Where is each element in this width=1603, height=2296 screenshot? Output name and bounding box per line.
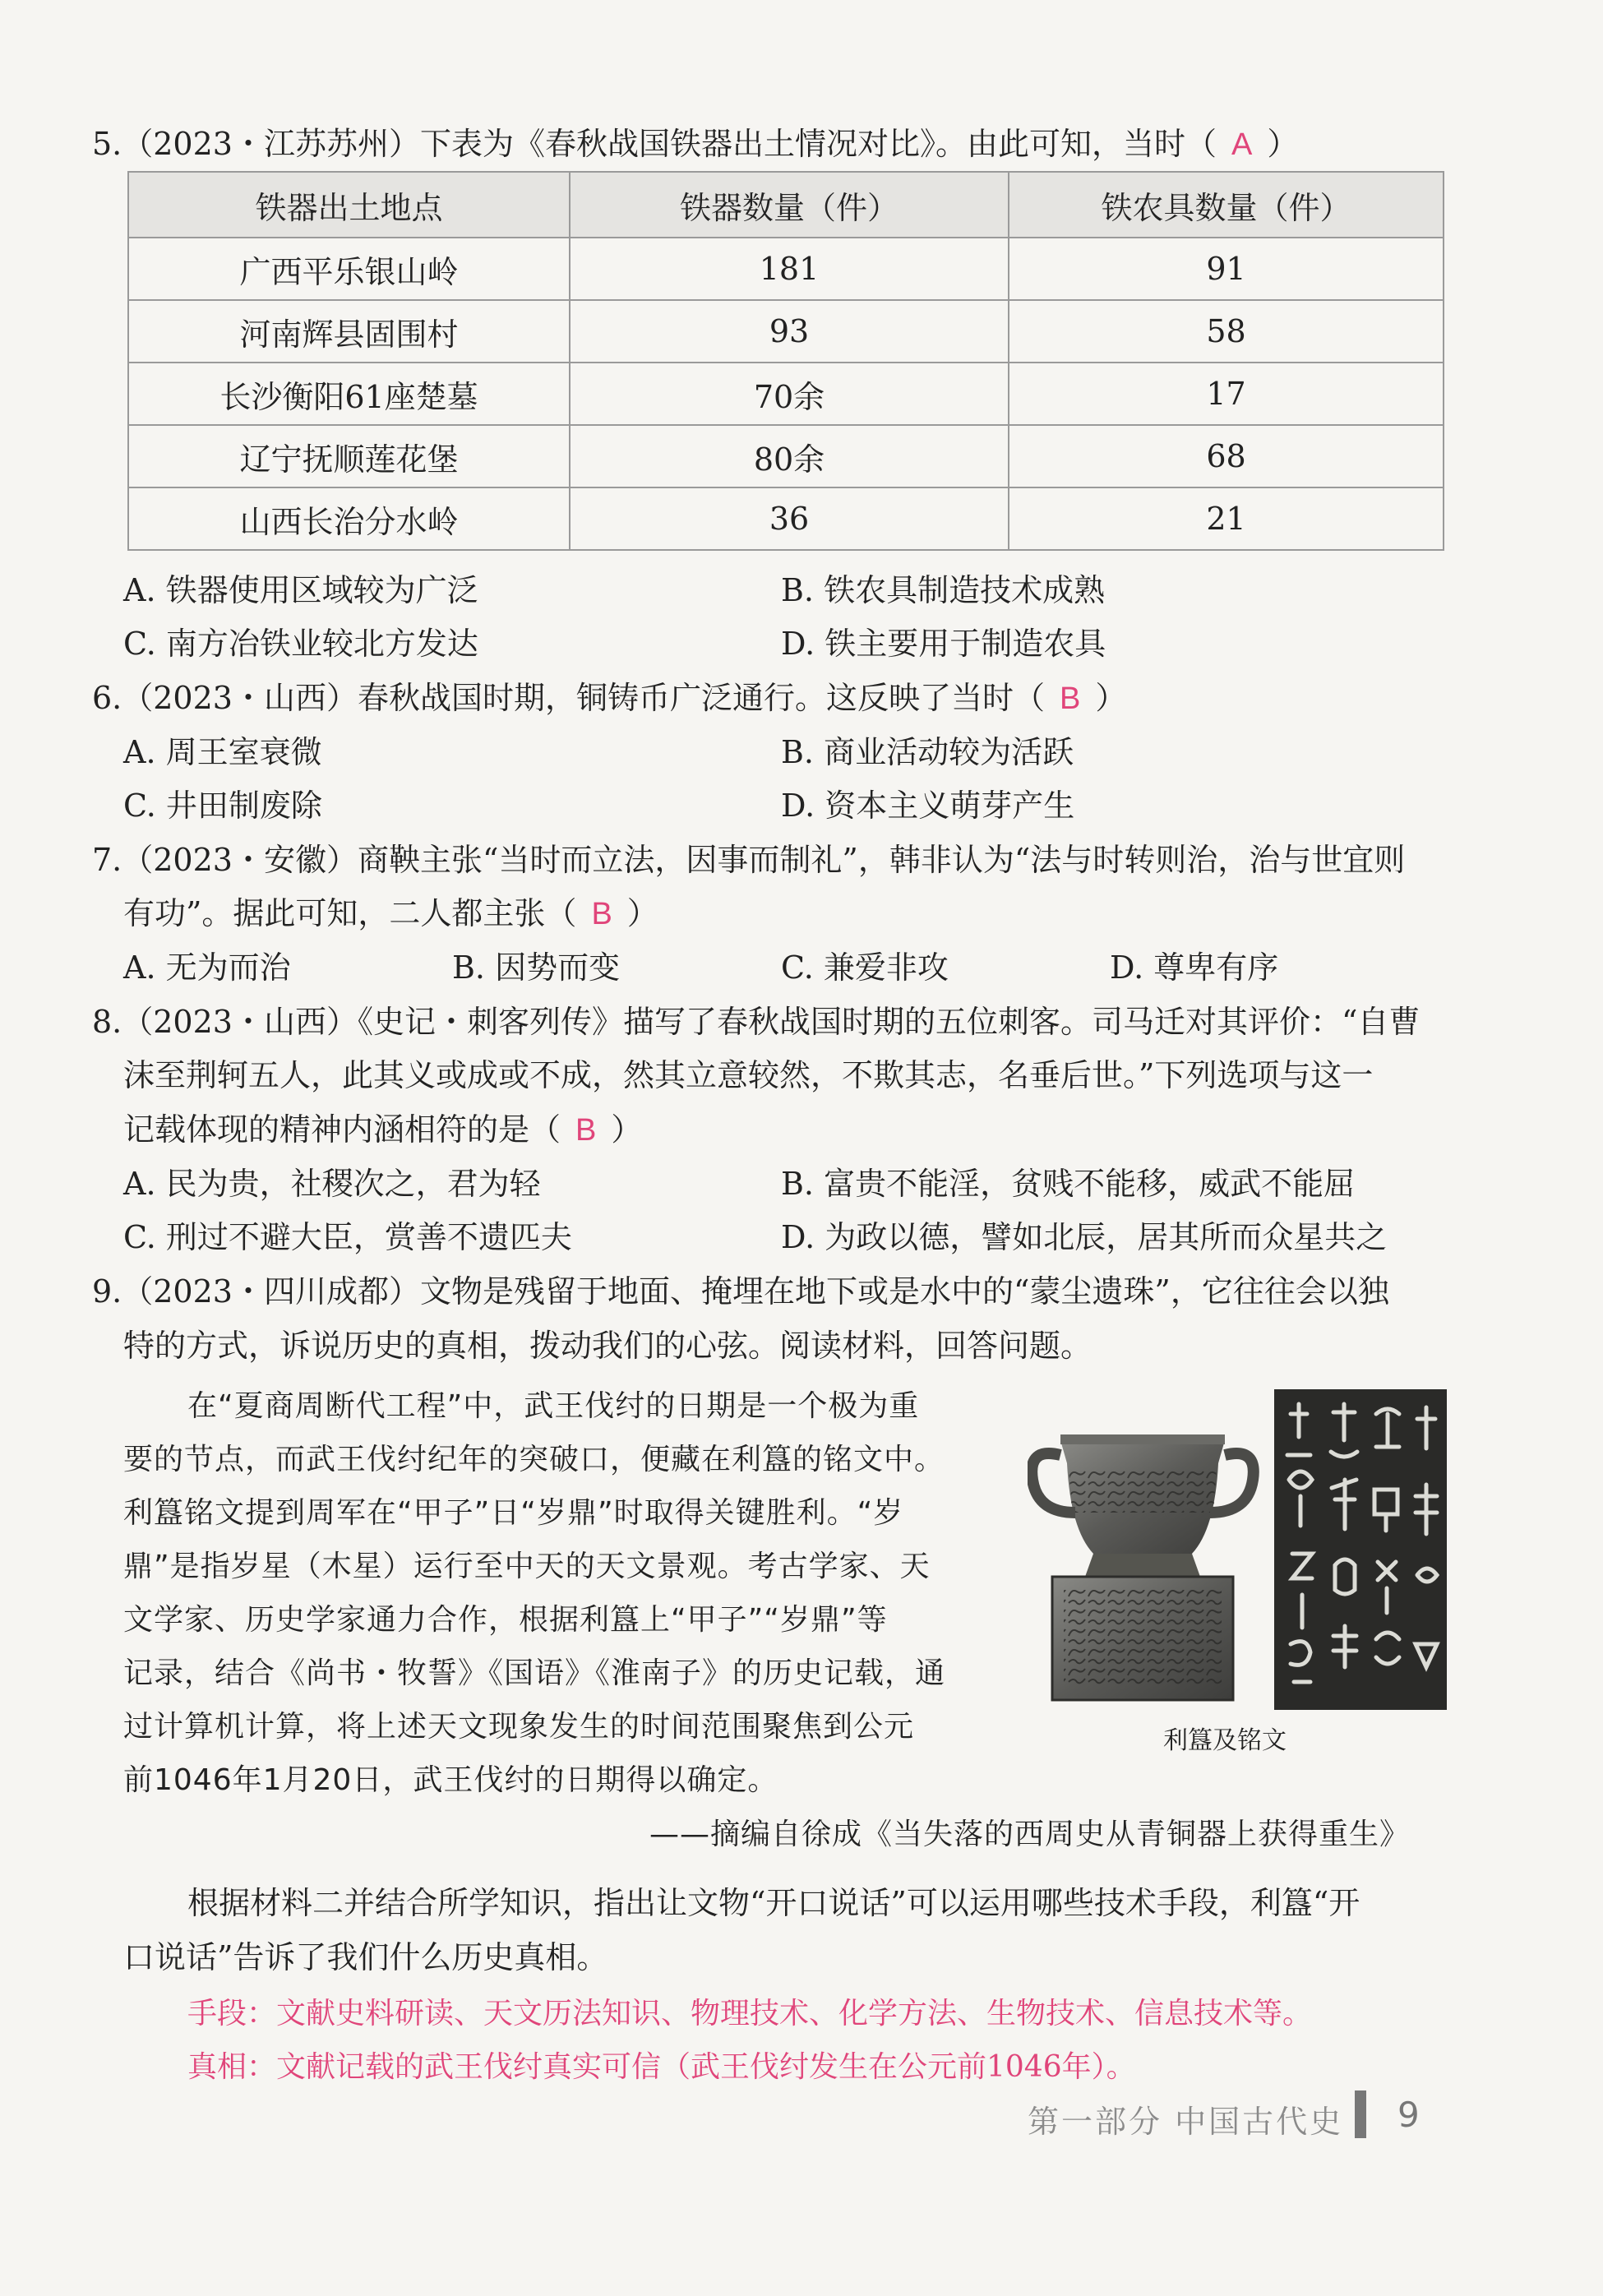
material-line: 鼎”是指岁星（木星）运行至中天的天文景观。考古学家、天	[123, 1550, 931, 1583]
q6-option-c: C. 井田制废除	[123, 788, 322, 824]
q8-stem-line2: 沫至荆轲五人，此其义或成或不成，然其立意较然，不欺其志，名垂后世。”下列选项与这一	[123, 1057, 1374, 1093]
table-cell: 93	[570, 300, 1009, 363]
q5-stem: 5.（2023・江苏苏州）下表为《春秋战国铁器出土情况对比》。由此可知，当时（ A ）	[92, 126, 1299, 162]
table-cell: 长沙衡阳61座楚墓	[128, 363, 570, 425]
table-cell: 70余	[570, 363, 1009, 425]
figure-caption: 利簋及铭文	[1163, 1726, 1287, 1755]
q9-stem-line1: 9.（2023・四川成都）文物是残留于地面、掩埋在地下或是水中的“蒙尘遗珠”，它往往会以独	[92, 1273, 1389, 1310]
page-number: 9	[1397, 2095, 1420, 2135]
material-line: 利簋铭文提到周军在“甲子”日“岁鼎”时取得关键胜利。“岁	[123, 1496, 904, 1530]
q8-option-a: A. 民为贵，社稷次之，君为轻	[123, 1166, 541, 1202]
q7-option-c: C. 兼爱非攻	[781, 949, 949, 986]
vessel-bowl	[1032, 1434, 1254, 1577]
vessel-pedestal	[1052, 1577, 1233, 1700]
q5-option-c: C. 南方冶铁业较北方发达	[123, 626, 478, 662]
table-cell: 91	[1009, 238, 1444, 300]
q8-option-b: B. 富贵不能淫，贫贱不能移，威武不能屈	[781, 1166, 1356, 1202]
inscription-rubbing	[1274, 1389, 1447, 1710]
table-cell: 山西长治分水岭	[128, 487, 570, 550]
table-cell: 17	[1009, 363, 1444, 425]
q9-question-line2: 口说话”告诉了我们什么历史真相。	[123, 1939, 608, 1975]
table-cell: 河南辉县固围村	[128, 300, 570, 363]
table-row	[128, 238, 1444, 300]
material-source: ——摘编自徐成《当失落的西周史从青铜器上获得重生》	[649, 1818, 1411, 1851]
table-cell: 80余	[570, 425, 1009, 487]
q7-answer: B	[591, 897, 612, 931]
table-row	[128, 363, 1444, 425]
q5-option-b: B. 铁农具制造技术成熟	[781, 572, 1106, 608]
q9-stem-line2: 特的方式，诉说历史的真相，拨动我们的心弦。阅读材料，回答问题。	[123, 1328, 1093, 1364]
material-line: 记录，结合《尚书・牧誓》《国语》《淮南子》的历史记载，通	[123, 1656, 946, 1690]
q7-option-d: D. 尊卑有序	[1110, 949, 1279, 986]
table-cell: 68	[1009, 425, 1444, 487]
table-cell: 辽宁抚顺莲花堡	[128, 425, 570, 487]
table-cell: 广西平乐银山岭	[128, 238, 570, 300]
q9-question-line1: 根据材料二并结合所学知识，指出让文物“开口说话”可以运用哪些技术手段，利簋“开	[187, 1885, 1360, 1921]
q8-stem-line1: 8.（2023・山西）《史记・刺客列传》描写了春秋战国时期的五位刺客。司马迁对其评价：“自曹	[92, 1004, 1421, 1040]
table-cell: 58	[1009, 300, 1444, 363]
table-cell: 21	[1009, 487, 1444, 550]
q6-option-d: D. 资本主义萌芽产生	[781, 788, 1075, 824]
q6-answer: B	[1059, 681, 1081, 716]
table-cell: 36	[570, 487, 1009, 550]
table-row	[128, 300, 1444, 363]
material-line: 过计算机计算，将上述天文现象发生的时间范围聚焦到公元	[123, 1710, 915, 1744]
q6-option-a: A. 周王室衰微	[123, 734, 322, 770]
material-line: 文学家、历史学家通力合作，根据利簋上“甲子”“岁鼎”等	[123, 1603, 888, 1637]
material-line: 在“夏商周断代工程”中，武王伐纣的日期是一个极为重	[187, 1389, 920, 1423]
q7-option-b: B. 因势而变	[452, 949, 621, 986]
q8-stem-line3: 记载体现的精神内涵相符的是（ B ）	[123, 1111, 643, 1148]
q7-stem-line1: 7.（2023・安徽）商鞅主张“当时而立法，因事而制礼”，韩非认为“法与时转则治，治与世宜则	[92, 842, 1406, 878]
bronze-vessel-image	[1028, 1389, 1451, 1710]
q7-option-a: A. 无为而治	[123, 949, 291, 986]
q6-option-b: B. 商业活动较为活跃	[781, 734, 1074, 770]
q8-option-d: D. 为政以德，譬如北辰，居其所而众星共之	[781, 1219, 1388, 1255]
q7-stem-line2: 有功”。据此可知，二人都主张（ B ）	[123, 895, 658, 931]
table-row	[128, 487, 1444, 550]
q8-option-c: C. 刑过不避大臣，赏善不遗匹夫	[123, 1219, 572, 1255]
table-header-row	[128, 172, 1444, 238]
q5-option-d: D. 铁主要用于制造农具	[781, 626, 1106, 662]
table-row	[128, 425, 1444, 487]
li-gui-figure	[1028, 1389, 1451, 1710]
table-header: 铁器出土地点	[128, 172, 570, 238]
q8-answer: B	[575, 1113, 597, 1148]
table-cell: 181	[570, 238, 1009, 300]
footer-divider	[1355, 2090, 1366, 2138]
table-header: 铁器数量（件）	[570, 172, 1009, 238]
q6-stem: 6.（2023・山西）春秋战国时期，铜铸币广泛通行。这反映了当时（ B ）	[92, 680, 1127, 716]
material-line: 要的节点，而武王伐纣纪年的突破口，便藏在利簋的铭文中。	[123, 1443, 945, 1476]
iron-artifact-table	[127, 171, 1444, 551]
q9-answer-means: 手段：文献史料研读、天文历法知识、物理技术、化学方法、生物技术、信息技术等。	[187, 1997, 1313, 2030]
q5-answer: A	[1231, 127, 1253, 162]
q9-answer-truth: 真相：文献记载的武王伐纣真实可信（武王伐纣发生在公元前1046年）。	[187, 2050, 1136, 2084]
table-header: 铁农具数量（件）	[1009, 172, 1444, 238]
material-line: 前1046年1月20日，武王伐纣的日期得以确定。	[123, 1763, 778, 1797]
q5-option-a: A. 铁器使用区域较为广泛	[123, 572, 478, 608]
footer-section-title: 第一部分 中国古代史	[1028, 2104, 1344, 2140]
